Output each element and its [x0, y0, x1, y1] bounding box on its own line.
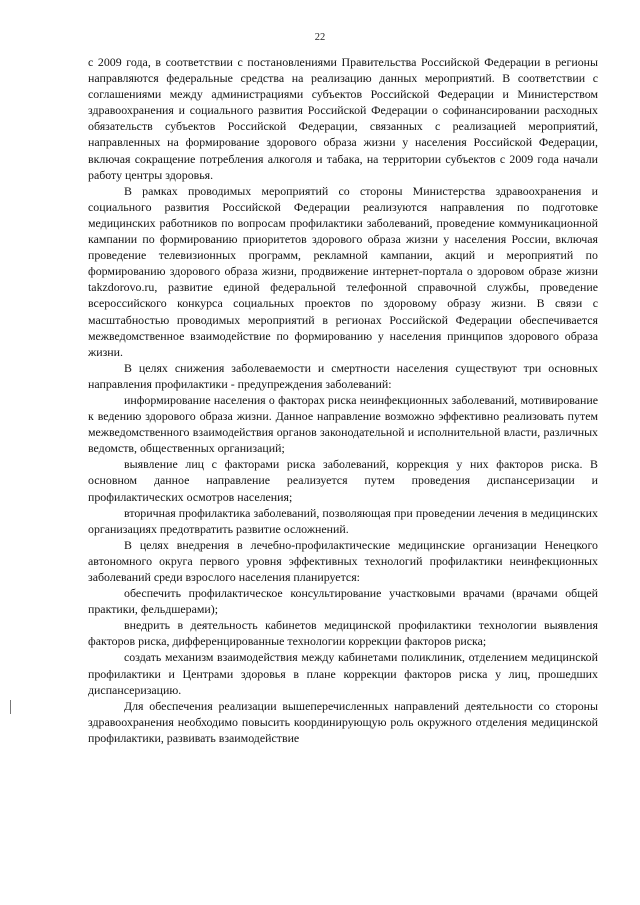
paragraph-7: В целях внедрения в лечебно-профилактические медицинские организации Ненецкого автономного округа первого уровня эффективных технологий профилактики неинфекционных заболеваний среди взрослого населения планируется: [88, 537, 598, 584]
paragraph-4: информирование населения о факторах риска неинфекционных заболеваний, мотивирование к ведению здорового образа жизни. Данное направление возможно эффективно реализовать путем межведомственного взаимодействия органов законодательной и исполнительной власти, различных ведомств, общественных организаций; [88, 392, 598, 456]
paragraph-10: создать механизм взаимодействия между кабинетами поликлиник, отделением медицинской профилактики и Центрами здоровья в плане коррекции факторов риска у лиц, прошедших диспансеризацию. [88, 650, 598, 697]
scan-margin-mark [10, 700, 11, 714]
paragraph-11: Для обеспечения реализации вышеперечисленных направлений деятельности со стороны здравоохранения необходимо повысить координирующую роль окружного отделения медицинской профилактики, развивать взаимодействие [88, 698, 598, 745]
paragraph-8: обеспечить профилактическое консультирование участковыми врачами (врачами общей практики, фельдшерами); [88, 586, 598, 617]
paragraph-3: В целях снижения заболеваемости и смертности населения существуют три основных направления профилактики - предупреждения заболеваний: [88, 360, 598, 391]
paragraph-1: с 2009 года, в соответствии с постановлениями Правительства Российской Федерации в регионы направляются федеральные средства на реализацию данных мероприятий. В соответствии с соглашениями между администрациями субъектов Российской Федерации и Министерством здравоохранения и социального развития Российской Федерации о софинансировании расходных обязательств субъектов Российской Федерации, связанных с реализацией мероприятий, направленных на формирование здорового образа жизни у населения Российской Федерации, включая сокращение потребления алкоголя и табака, на территории субъектов с 2009 года начали работу центры здоровья. [88, 55, 598, 182]
paragraph-2: В рамках проводимых мероприятий со стороны Министерства здравоохранения и социального развития Российской Федерации реализуются направления по подготовке медицинских работников по вопросам профилактики заболеваний, проведение коммуникационной кампании по формированию приоритетов здорового образа жизни у населения России, включая проведение телевизионных программ, рекламной кампании, акций и мероприятий по формированию здорового образа жизни, продвижение интернет-портала о здоровом образе жизни takzdorovo.ru, развитие единой федеральной телефонной справочной службы, проведение всероссийского конкурса социальных проектов по здоровому образу жизни. В связи с масштабностью проводимых мероприятий в регионах Российской Федерации обеспечивается межведомственное взаимодействие по формированию у населения принципов здорового образа жизни. [88, 183, 598, 359]
body-text [88, 54, 598, 746]
paragraph-5: выявление лиц с факторами риска заболеваний, коррекция у них факторов риска. В основном данное направление реализуется путем проведения диспансеризации и профилактических осмотров населения; [88, 457, 598, 504]
paragraph-6: вторичная профилактика заболеваний, позволяющая при проведении лечения в медицинских организациях предотвратить развитие осложнений. [88, 505, 598, 536]
page-number: 22 [314, 32, 326, 43]
paragraph-9: внедрить в деятельность кабинетов медицинской профилактики технологии выявления факторов риска, дифференцированные технологии коррекции факторов риска; [88, 618, 598, 649]
